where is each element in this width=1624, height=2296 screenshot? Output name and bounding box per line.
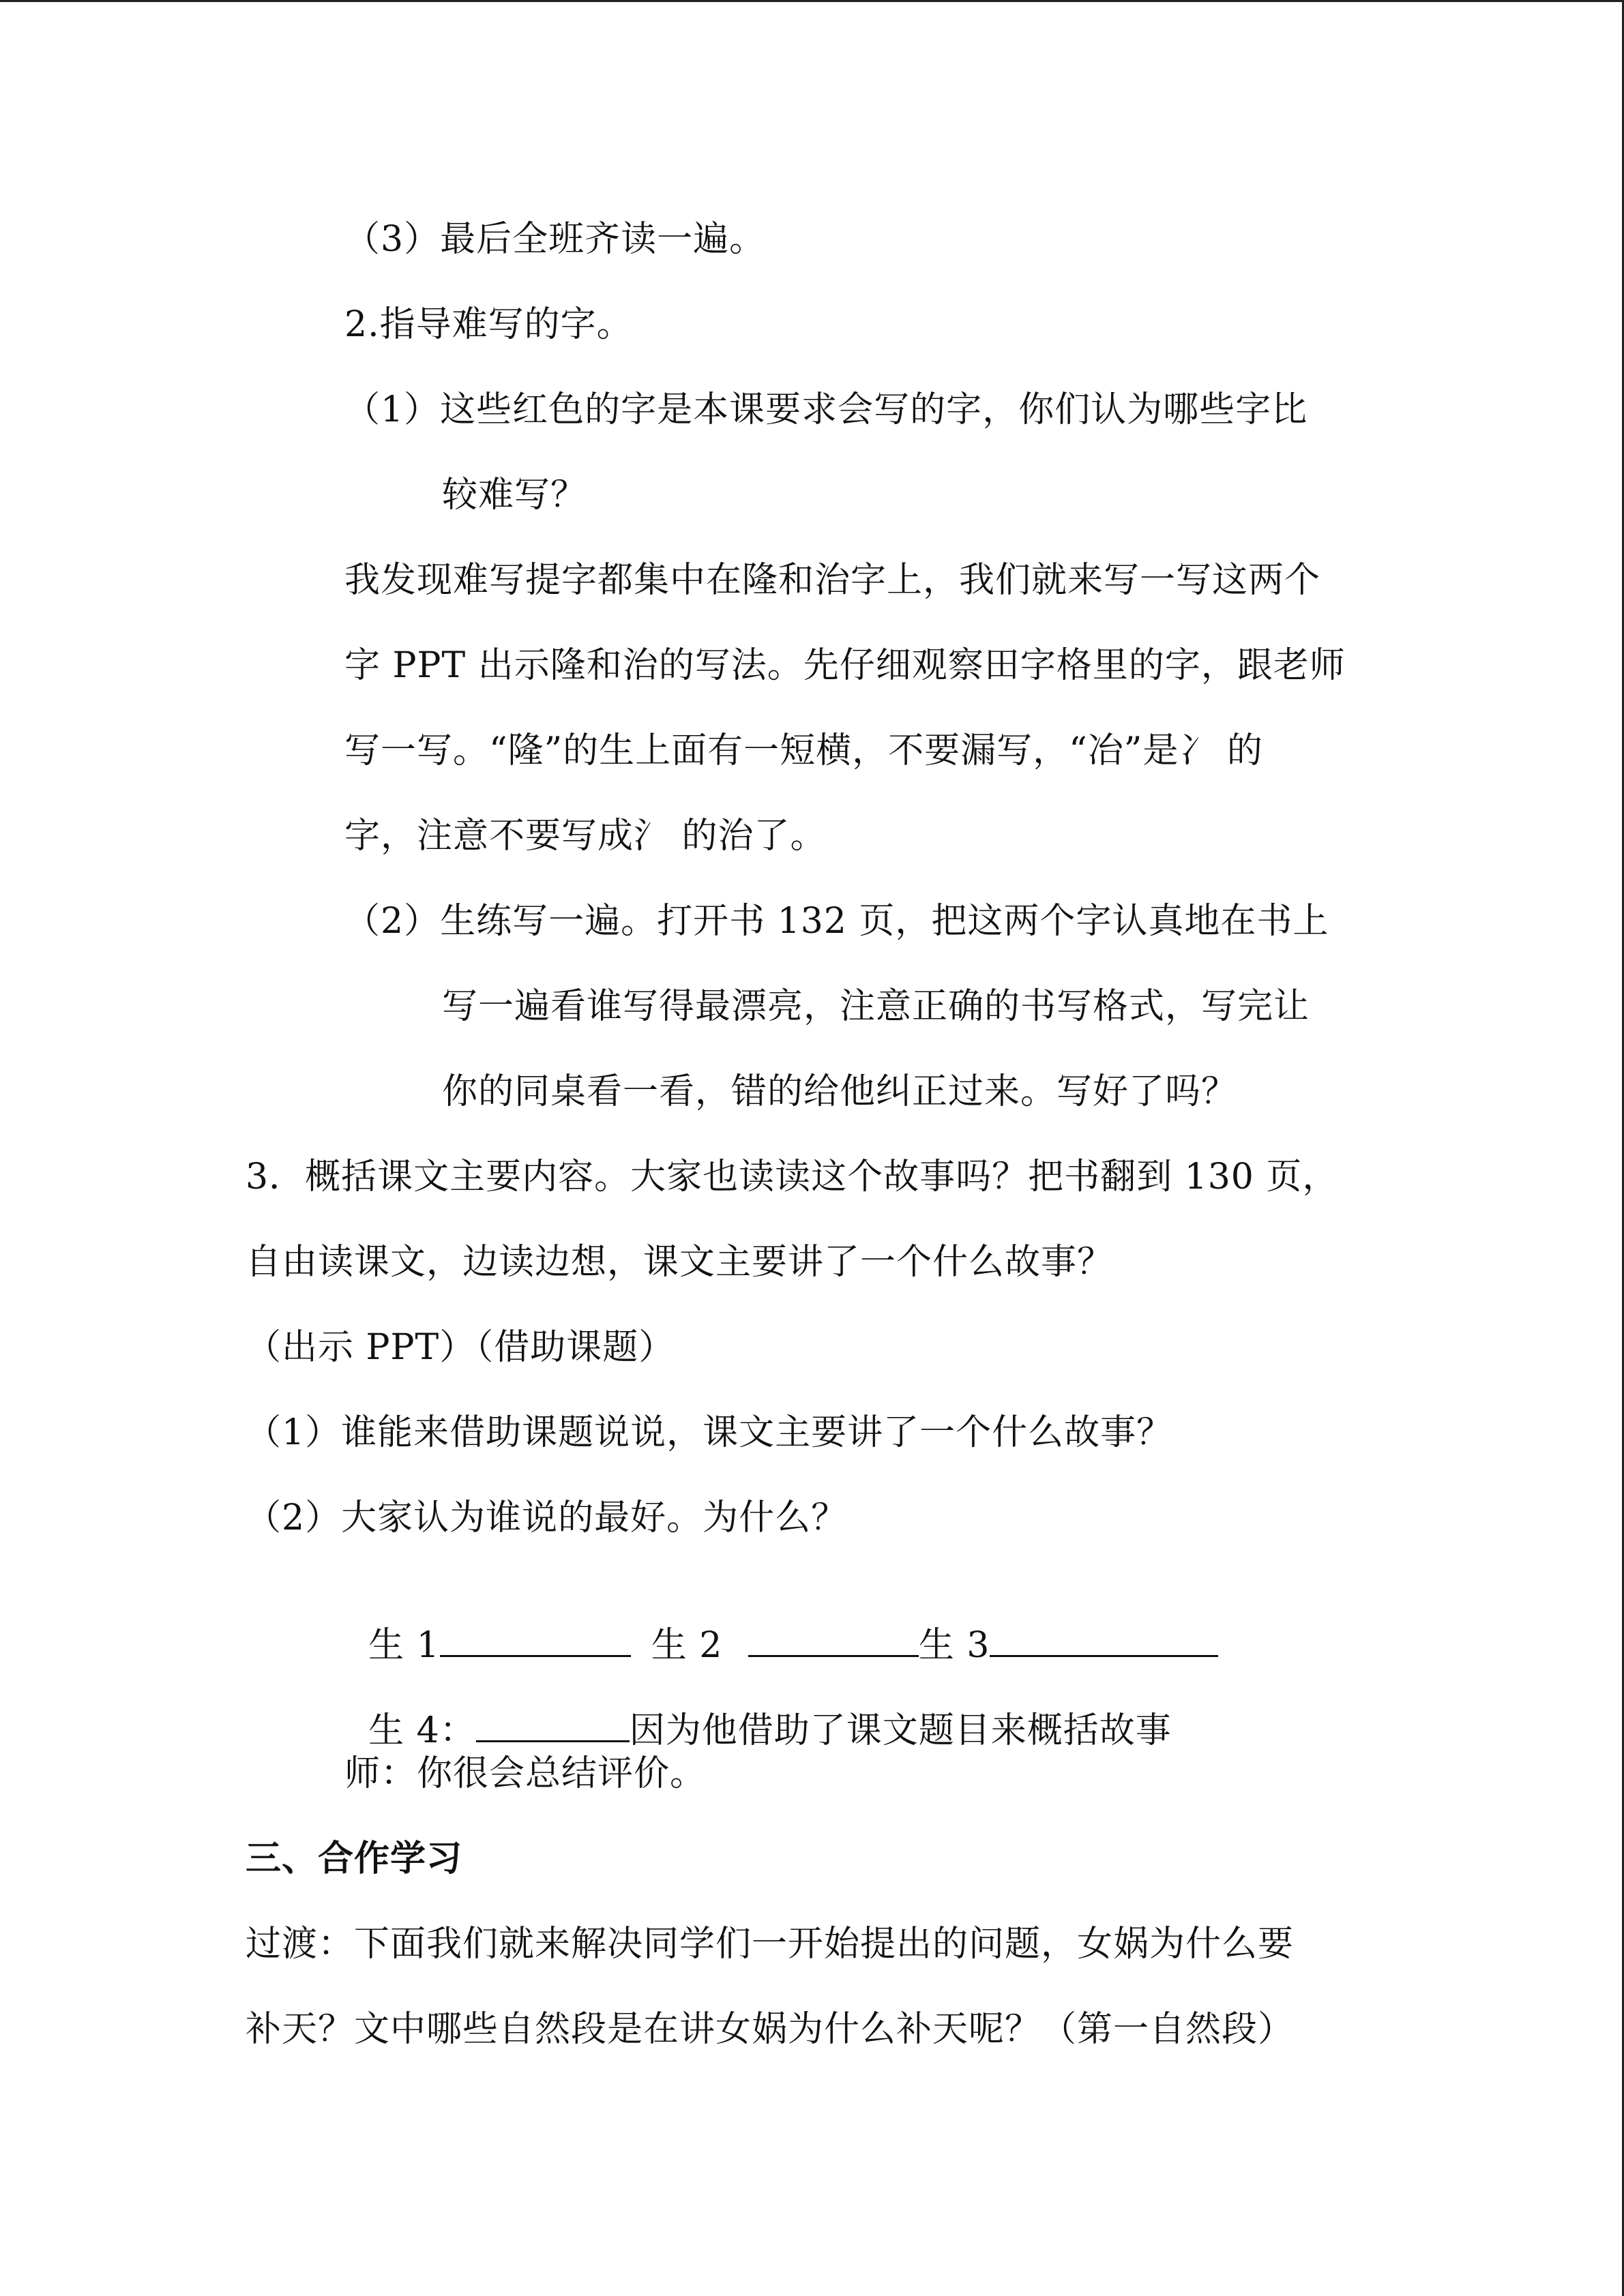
student-4-label: 生 4： [368, 1710, 476, 1751]
text-line: 写一写。“隆”的生上面有一短横，不要漏写，“冶”是冫 的 [344, 730, 1263, 771]
text-line: 字 PPT 出示隆和治的写法。先仔细观察田字格里的字，跟老师 [344, 645, 1346, 686]
text-line: （2）生练写一遍。打开书 132 页，把这两个字认真地在书上 [344, 901, 1329, 942]
text-line: （1）谁能来借助课题说说，课文主要讲了一个什么故事？ [246, 1412, 1173, 1453]
text-line: 补天？文中哪些自然段是在讲女娲为什么补天呢？（第一自然段） [246, 2009, 1295, 2050]
text-line: 我发现难写提字都集中在隆和治字上，我们就来写一写这两个 [344, 560, 1321, 601]
student-3-blank [990, 1625, 1218, 1657]
section-heading: 三、合作学习 [246, 1838, 463, 1879]
student-3-label: 生 3 [918, 1625, 990, 1666]
text-line: 2.指导难写的字。 [344, 304, 633, 345]
answer-line-student-4 [344, 1667, 1172, 1752]
student-2-label: 生 2 [651, 1625, 735, 1666]
text-line: 3．概括课文主要内容。大家也读读这个故事吗？把书翻到 130 页， [246, 1157, 1339, 1197]
student-4-blank [476, 1710, 630, 1742]
text-line: 字，注意不要写成氵 的治了。 [344, 816, 827, 856]
student-1-blank [440, 1625, 631, 1657]
answer-line-students [344, 1582, 1218, 1667]
text-line: 师：你很会总结评价。 [344, 1753, 707, 1794]
page-top-border [0, 0, 1624, 2]
text-line: （2）大家认为谁说的最好。为什么？ [246, 1497, 848, 1538]
student-2-blank [748, 1625, 919, 1657]
text-line: 过渡：下面我们就来解决同学们一开始提出的问题，女娲为什么要 [246, 1924, 1295, 1965]
text-line: 较难写？ [442, 475, 587, 516]
student-1-label: 生 1 [368, 1625, 440, 1666]
text-line: 写一遍看谁写得最漂亮，注意正确的书写格式，写完让 [442, 986, 1310, 1027]
text-line: （出示 PPT）（借助课题） [246, 1327, 675, 1368]
text-line: 你的同桌看一看，错的给他纠正过来。写好了吗？ [442, 1071, 1238, 1112]
text-line: 自由读课文，边读边想，课文主要讲了一个什么故事？ [246, 1242, 1114, 1283]
text-line: （1）这些红色的字是本课要求会写的字，你们认为哪些字比 [344, 389, 1308, 430]
text-line: （3）最后全班齐读一遍。 [344, 219, 766, 260]
student-4-reason: 因为他借助了课文题目来概括故事 [629, 1710, 1172, 1751]
